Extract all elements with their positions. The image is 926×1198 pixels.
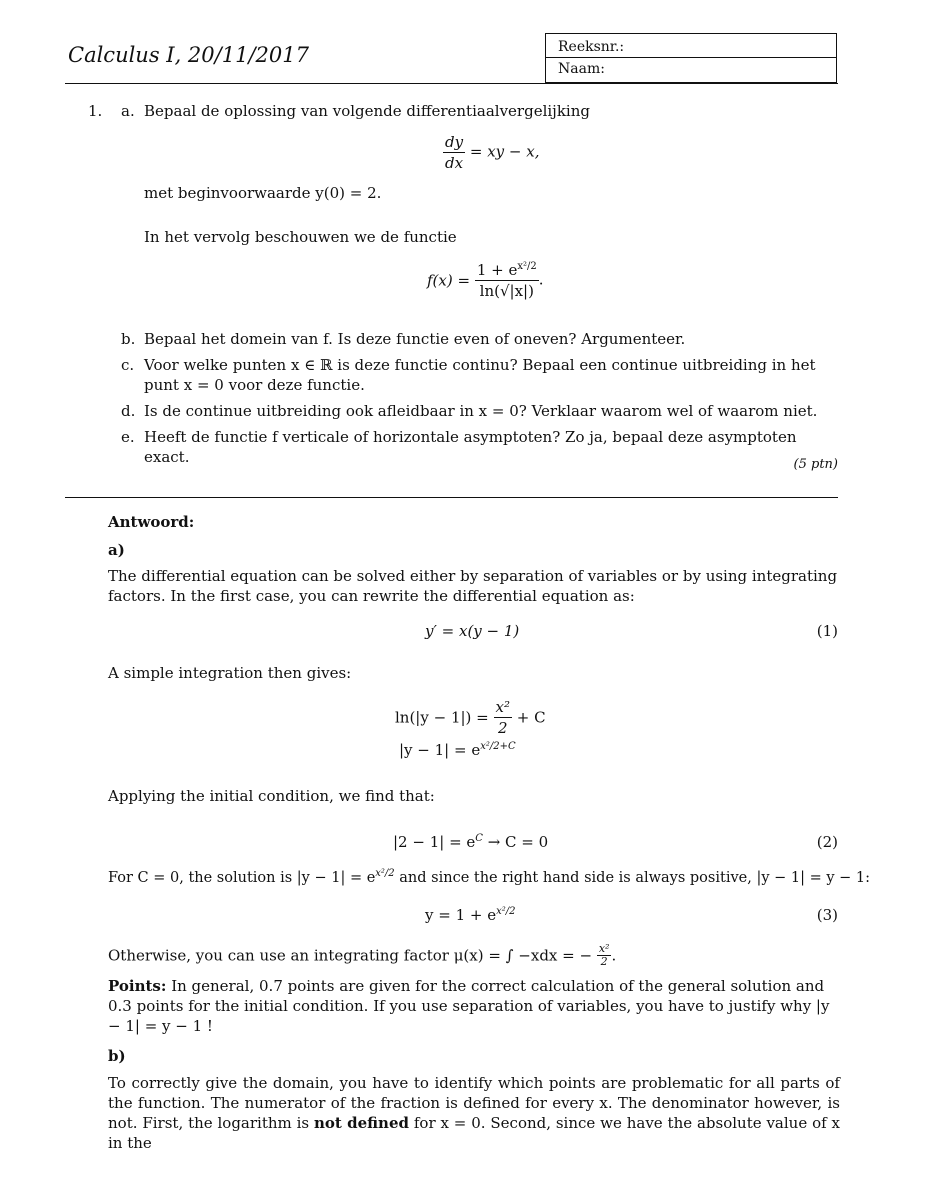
- eq2-exponent: C: [475, 833, 483, 844]
- differential-equation: [443, 132, 539, 173]
- item-text: Voor welke punten x ∈ ℝ is deze functie continu? Bepaal een continue uitbreiding in het punt x = 0 voor deze functie.: [144, 356, 816, 394]
- continuation-text: In het vervolg beschouwen we de functie: [144, 228, 457, 246]
- points-label: (5 ptn): [793, 457, 838, 472]
- p5-numerator: x²: [598, 942, 610, 955]
- answer-a-label: a): [108, 541, 125, 559]
- f-denominator: ln(√|x|): [479, 282, 534, 300]
- dy-numerator: dy: [445, 133, 464, 151]
- points-text: In general, 0.7 points are given for the correct calculation of the general solution and 0.3 points for the initial condition. If you use separation of variables, you have to justify why |y − 1| = y − 1 !: [108, 977, 830, 1035]
- eq3-lhs: y = 1 + e: [425, 906, 497, 924]
- dx-denominator: dx: [445, 154, 464, 172]
- p4-end: and since the right hand side is always positive, |y − 1| = y − 1:: [399, 870, 871, 886]
- integration-line-2: [395, 740, 565, 760]
- p5-denominator: 2: [600, 955, 608, 968]
- header-rule: [65, 83, 838, 84]
- p5-start: Otherwise, you can use an integrating factor μ(x) = ∫ −xdx = −: [108, 946, 593, 965]
- dydx-fraction: [443, 132, 465, 173]
- list-item: [121, 329, 838, 349]
- list-item: [121, 427, 838, 467]
- p5-end: .: [611, 946, 617, 965]
- item-a-letter: a.: [121, 102, 135, 120]
- page-title: Calculus I, 20/11/2017: [68, 43, 309, 67]
- eq2-lhs: |2 − 1| = e: [393, 833, 476, 851]
- answer-paragraph: A simple integration then gives:: [108, 664, 352, 682]
- equation-2: [393, 832, 548, 852]
- int-rhs: + C: [516, 708, 546, 727]
- eq3-exponent: x²/2: [496, 906, 516, 917]
- answer-b-paragraph: [108, 1073, 840, 1153]
- student-info-box: [545, 33, 837, 83]
- f-exponent: x²/2: [517, 261, 537, 272]
- answer-paragraph: [108, 868, 870, 888]
- equation-2-number: (2): [816, 833, 838, 851]
- item-letter: d.: [121, 402, 136, 420]
- f-fraction: [475, 260, 539, 301]
- answer-b-label: b): [108, 1047, 126, 1065]
- x2-over-2: [494, 697, 512, 738]
- answer-paragraph: The differential equation can be solved either by separation of variables or by using integrating factors. In the first case, you can rewrite the differential equation as:: [108, 567, 838, 605]
- item-letter: b.: [121, 330, 136, 348]
- p4-exponent: x²/2: [375, 868, 395, 880]
- answer-paragraph: [108, 943, 616, 968]
- p5-fraction: [597, 943, 612, 968]
- b-text-end: for x = 0. Second, since we have the absolute value of x in the: [108, 1114, 840, 1152]
- abs-exponent: x²/2+C: [480, 741, 516, 752]
- answer-paragraph: Applying the initial condition, we find that:: [108, 787, 435, 805]
- f-end: .: [538, 270, 544, 289]
- item-text: Is de continue uitbreiding ook afleidbaar in x = 0? Verklaar waarom wel of waarom niet.: [144, 402, 818, 420]
- points-paragraph: [108, 976, 840, 1036]
- item-a-text: Bepaal de oplossing van volgende differentiaalvergelijking: [144, 102, 590, 120]
- answer-heading: Antwoord:: [108, 513, 195, 531]
- list-item: [121, 401, 838, 421]
- item-text: Heeft de functie f verticale of horizontale asymptoten? Zo ja, bepaal deze asymptoten exact.: [144, 428, 797, 466]
- eq2-rest: → C = 0: [487, 833, 549, 851]
- abs-lhs: |y − 1| = e: [399, 741, 481, 759]
- equation-1: y′ = x(y − 1): [425, 622, 520, 640]
- equation-1-number: (1): [816, 622, 838, 640]
- integration-block: [395, 697, 565, 760]
- item-text: Bepaal het domein van f. Is deze functie even of oneven? Argumenteer.: [144, 330, 686, 348]
- equation-3-number: (3): [816, 906, 838, 924]
- list-item: [121, 355, 838, 395]
- equation-3: [425, 905, 516, 925]
- int-lhs: ln(|y − 1|) =: [395, 708, 489, 727]
- subquestion-list: [121, 329, 838, 467]
- section-divider: [65, 497, 838, 498]
- p4-start: For C = 0, the solution is |y − 1| = e: [108, 870, 376, 886]
- function-definition: [427, 260, 544, 301]
- naam-label: Naam:: [558, 61, 605, 77]
- equation-rhs: = xy − x,: [469, 142, 540, 161]
- question-number: 1.: [88, 102, 103, 120]
- f-lhs: f(x) =: [427, 271, 471, 290]
- b-text-start: To correctly give the domain, you have to identify which points are problematic for all parts of the function. The numerator of the fraction is defined for every x. The denominator however, is not. First, the logarithm is: [108, 1074, 840, 1132]
- reeksnr-label: Reeksnr.:: [558, 39, 625, 55]
- initial-condition: met beginvoorwaarde y(0) = 2.: [144, 184, 382, 202]
- item-letter: e.: [121, 428, 135, 446]
- points-heading: Points:: [108, 977, 167, 995]
- two-denominator: 2: [497, 719, 508, 737]
- item-letter: c.: [121, 356, 135, 374]
- integration-line-1: [395, 697, 565, 738]
- x2-numerator: x²: [495, 698, 510, 716]
- b-bold-text: not defined: [313, 1114, 409, 1132]
- f-numerator: 1 + e: [476, 261, 518, 279]
